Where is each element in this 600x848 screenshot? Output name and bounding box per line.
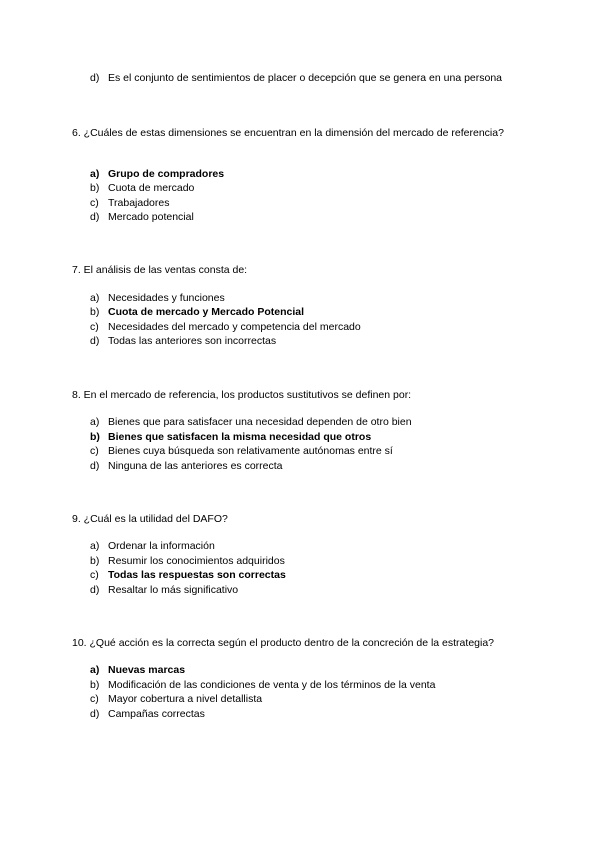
option-text: Ninguna de las anteriores es correcta: [108, 460, 283, 472]
option-text: Mayor cobertura a nivel detallista: [108, 693, 263, 705]
option-letter: b): [90, 306, 100, 318]
option-letter: a): [90, 664, 100, 676]
option-letter: d): [90, 460, 100, 472]
option-letter: a): [90, 416, 100, 428]
option-text: Campañas correctas: [108, 708, 205, 720]
option-text: Es el conjunto de sentimientos de placer o decepción que se genera en una persona: [108, 72, 503, 84]
option-text: Bienes cuya búsqueda son relativamente autónomas entre sí: [108, 445, 393, 457]
question-text: 9. ¿Cuál es la utilidad del DAFO?: [72, 513, 228, 525]
option-letter: b): [90, 555, 100, 567]
option-letter: c): [90, 197, 99, 209]
option-letter: c): [90, 693, 99, 705]
option-letter: d): [90, 584, 100, 596]
option-text: Cuota de mercado: [108, 182, 195, 194]
option-letter: d): [90, 335, 100, 347]
question-text: 6. ¿Cuáles de estas dimensiones se encuentran en la dimensión del mercado de referencia?: [72, 127, 504, 139]
option-letter: b): [90, 431, 100, 443]
option-text: Necesidades del mercado y competencia del mercado: [108, 321, 361, 333]
option-letter: b): [90, 182, 100, 194]
option-text: Todas las anteriores son incorrectas: [108, 335, 277, 347]
option-text: Mercado potencial: [108, 211, 194, 223]
option-text: Todas las respuestas son correctas: [108, 569, 286, 581]
option-text: Trabajadores: [108, 197, 170, 209]
option-text: Resumir los conocimientos adquiridos: [108, 555, 285, 567]
option-letter: d): [90, 211, 100, 223]
option-text: Grupo de compradores: [108, 168, 225, 180]
option-text: Ordenar la información: [108, 540, 215, 552]
option-letter: a): [90, 292, 100, 304]
option-letter: c): [90, 321, 99, 333]
option-letter: b): [90, 679, 100, 691]
question-text: 10. ¿Qué acción es la correcta según el producto dentro de la concreción de la estrategia?: [72, 637, 495, 649]
question-text: 7. El análisis de las ventas consta de:: [72, 264, 248, 276]
option-letter: a): [90, 540, 100, 552]
option-letter: c): [90, 445, 99, 457]
option-text: Bienes que para satisfacer una necesidad dependen de otro bien: [108, 416, 412, 428]
option-letter: a): [90, 168, 100, 180]
option-text: Cuota de mercado y Mercado Potencial: [108, 306, 305, 318]
option-letter: d): [90, 708, 100, 720]
option-letter: c): [90, 569, 99, 581]
option-text: Necesidades y funciones: [108, 292, 225, 304]
option-text: Resaltar lo más significativo: [108, 584, 239, 596]
option-text: Modificación de las condiciones de venta y de los términos de la venta: [108, 679, 436, 691]
option-text: Nuevas marcas: [108, 664, 186, 676]
option-text: Bienes que satisfacen la misma necesidad que otros: [108, 431, 372, 443]
option-letter: d): [90, 72, 100, 84]
question-text: 8. En el mercado de referencia, los productos sustitutivos se definen por:: [72, 389, 412, 401]
